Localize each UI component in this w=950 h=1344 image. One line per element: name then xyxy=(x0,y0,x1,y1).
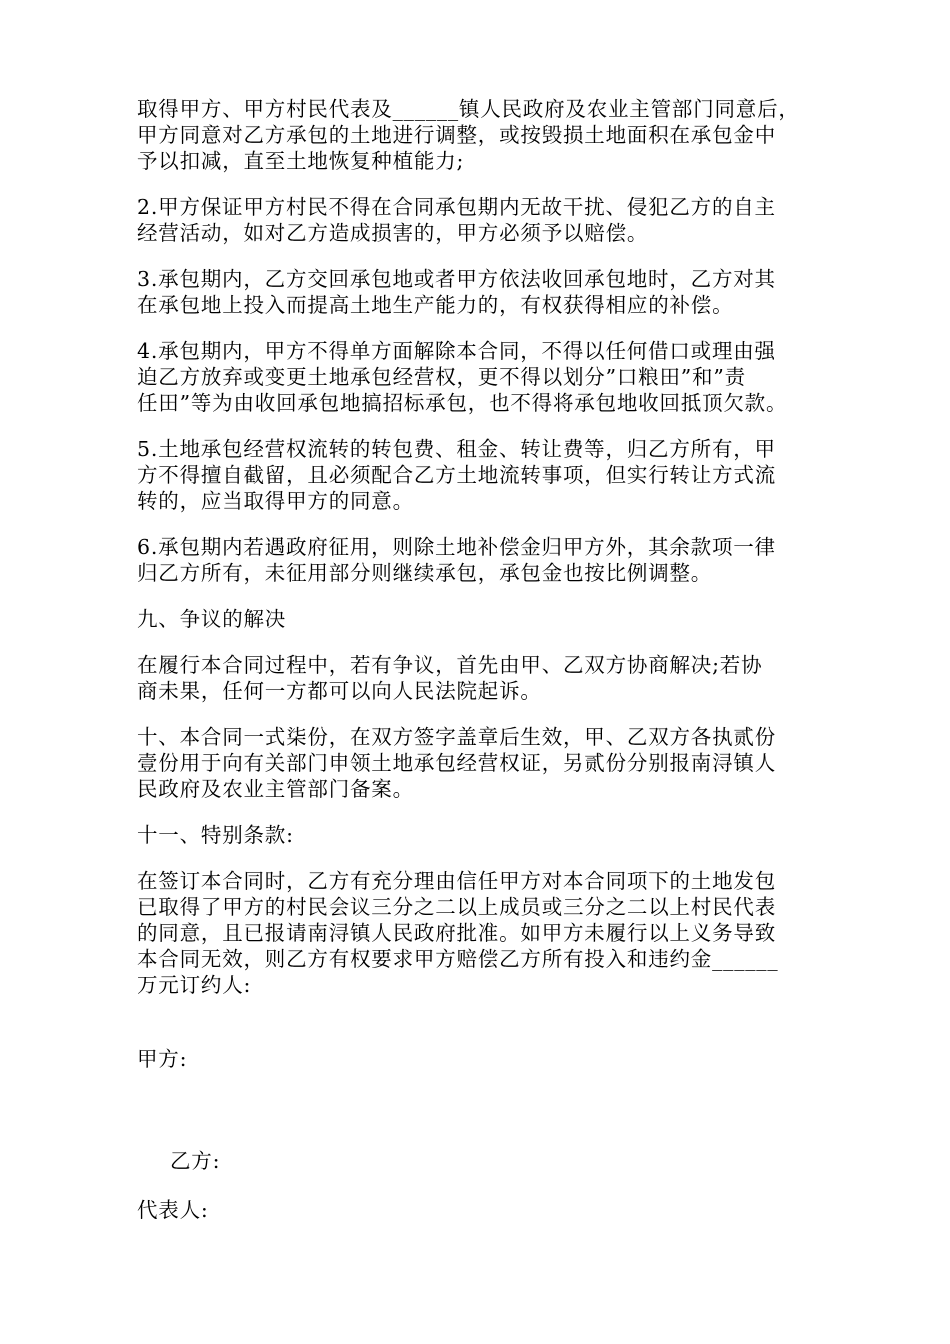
signature-party-b: 乙方: xyxy=(170,1149,221,1173)
signature-representative: 代表人: xyxy=(137,1198,209,1222)
paragraph-adjustment-clause: 取得甲方、甲方村民代表及______镇人民政府及农业主管部门同意后， 甲方同意对乙方承包的土地进行调整，或按毁损土地面积在承包金中 予以扣减，直至土地恢复种植能力; xyxy=(137,97,800,173)
paragraph-special-terms: 在签订本合同时，乙方有充分理由信任甲方对本合同项下的土地发包 已取得了甲方的村民会议三分之二以上成员或三分之二以上村民代表 的同意，且已报请南浔镇人民政府批准。如甲方未履行以上义务导致 本合同无效，则乙方有权要求甲方赔偿乙方所有投入和违约金______ 万元订约人: xyxy=(137,869,779,997)
paragraph-copies: 十、本合同一式柒份，在双方签字盖章后生效，甲、乙双方各执贰份 壹份用于向有关部门申领土地承包经营权证，另贰份分别报南浔镇人 民政府及农业主管部门备案。 xyxy=(137,725,776,801)
section-heading-dispute: 九、争议的解决 xyxy=(137,607,287,631)
paragraph-clause-4: 4.承包期内，甲方不得单方面解除本合同，不得以任何借口或理由强 迫乙方放弃或变更土地承包经营权，更不得以划分”口粮田”和”责 任田”等为由收回承包地搞招标承包，也不得将承包地收回抵顶欠款。 xyxy=(137,339,788,415)
paragraph-clause-2: 2.甲方保证甲方村民不得在合同承包期内无故干扰、侵犯乙方的自主 经营活动，如对乙方造成损害的，甲方必须予以赔偿。 xyxy=(137,195,776,245)
signature-party-a: 甲方: xyxy=(137,1047,188,1071)
paragraph-clause-6: 6.承包期内若遇政府征用，则除土地补偿金归甲方外，其余款项一律 归乙方所有，未征用部分则继续承包，承包金也按比例调整。 xyxy=(137,535,776,585)
section-heading-special-terms: 十一、特别条款: xyxy=(137,823,294,847)
paragraph-dispute-resolution: 在履行本合同过程中，若有争议，首先由甲、乙双方协商解决;若协 商未果，任何一方都可以向人民法院起诉。 xyxy=(137,653,763,703)
paragraph-clause-5: 5.土地承包经营权流转的转包费、租金、转让费等，归乙方所有，甲 方不得擅自截留，且必须配合乙方土地流转事项，但实行转让方式流 转的，应当取得甲方的同意。 xyxy=(137,437,776,513)
paragraph-clause-3: 3.承包期内，乙方交回承包地或者甲方依法收回承包地时，乙方对其 在承包地上投入而提高土地生产能力的，有权获得相应的补偿。 xyxy=(137,267,776,317)
document-body xyxy=(137,96,817,1018)
